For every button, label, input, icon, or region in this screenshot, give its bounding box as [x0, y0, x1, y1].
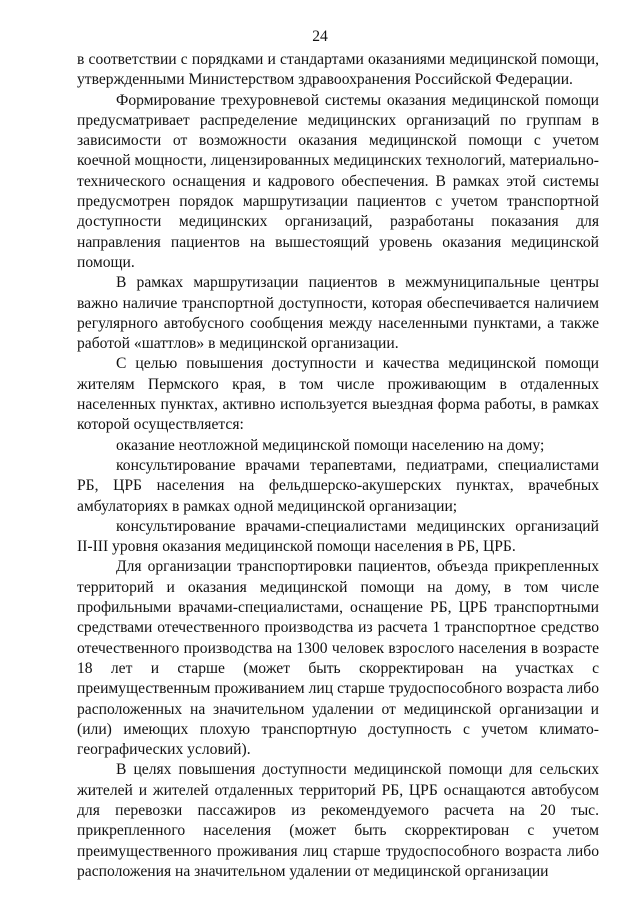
paragraph: В рамках маршрутизации пациентов в межмуниципальные центры важно наличие транспортной доступности, которая обеспечивается наличием регулярного автобусного сообщения между населенными пунктами, а также работой «шаттлов» в медицинской организации.: [77, 274, 599, 353]
page-number: 24: [312, 28, 328, 45]
paragraph: С целью повышения доступности и качества медицинской помощи жителям Пермского края, в том числе проживающим в отдаленных населенных пунктах, активно используется выездная форма работы, в рамках которой осуществляется:: [77, 355, 599, 434]
paragraph: в соответствии с порядками и стандартами оказаниями медицинской помощи, утвержденными Министерством здравоохранения Российской Федерации.: [77, 51, 599, 89]
list-item: оказание неотложной медицинской помощи населению на дому;: [116, 436, 545, 454]
body-text: [77, 50, 599, 882]
paragraph: Формирование трехуровневой системы оказания медицинской помощи предусматривает распределение медицинских организаций по группам в зависимости от возможности оказания медицинской помощи с учетом коечной мощности, лицензированных медицинских технологий, материально-технического оснащения и кадрового обеспечения. В рамках этой системы предусмотрен порядок маршрутизации пациентов с учетом транспортной доступности медицинских организаций, разработаны показания для направления пациентов на вышестоящий уровень оказания медицинской помощи.: [77, 91, 599, 271]
list-item: консультирование врачами терапевтами, педиатрами, специалистами РБ, ЦРБ населения на фельдшерско-акушерских пунктах, врачебных амбулаториях в рамках одной медицинской организации;: [77, 456, 599, 515]
list-item: консультирование врачами-специалистами медицинских организаций II-III уровня оказания медицинской помощи населения в РБ, ЦРБ.: [77, 517, 599, 556]
paragraph: Для организации транспортировки пациентов, объезда прикрепленных территорий и оказания медицинской помощи на дому, в том числе профильными врачами-специалистами, оснащение РБ, ЦРБ транспортными средствами отечественного производства из расчета 1 транспортное средство отечественного производства на 1300 человек взрослого населения в возрасте 18 лет и старше (может быть скорректирован на участках с преимущественным проживанием лиц старше трудоспособного возраста либо расположенных на значительном удалении от медицинской организации и (или) имеющих плохую транспортную доступность с учетом климато-географических условий).: [77, 558, 599, 759]
paragraph: В целях повышения доступности медицинской помощи для сельских жителей и жителей отдаленных территорий РБ, ЦРБ оснащаются автобусом для перевозки пассажиров из рекомендуемого расчета на 20 тыс. прикрепленного населения (может быть скорректирован с учетом преимущественного проживания лиц старше трудоспособного возраста либо расположения на значительном удалении от медицинской организации: [77, 761, 599, 880]
